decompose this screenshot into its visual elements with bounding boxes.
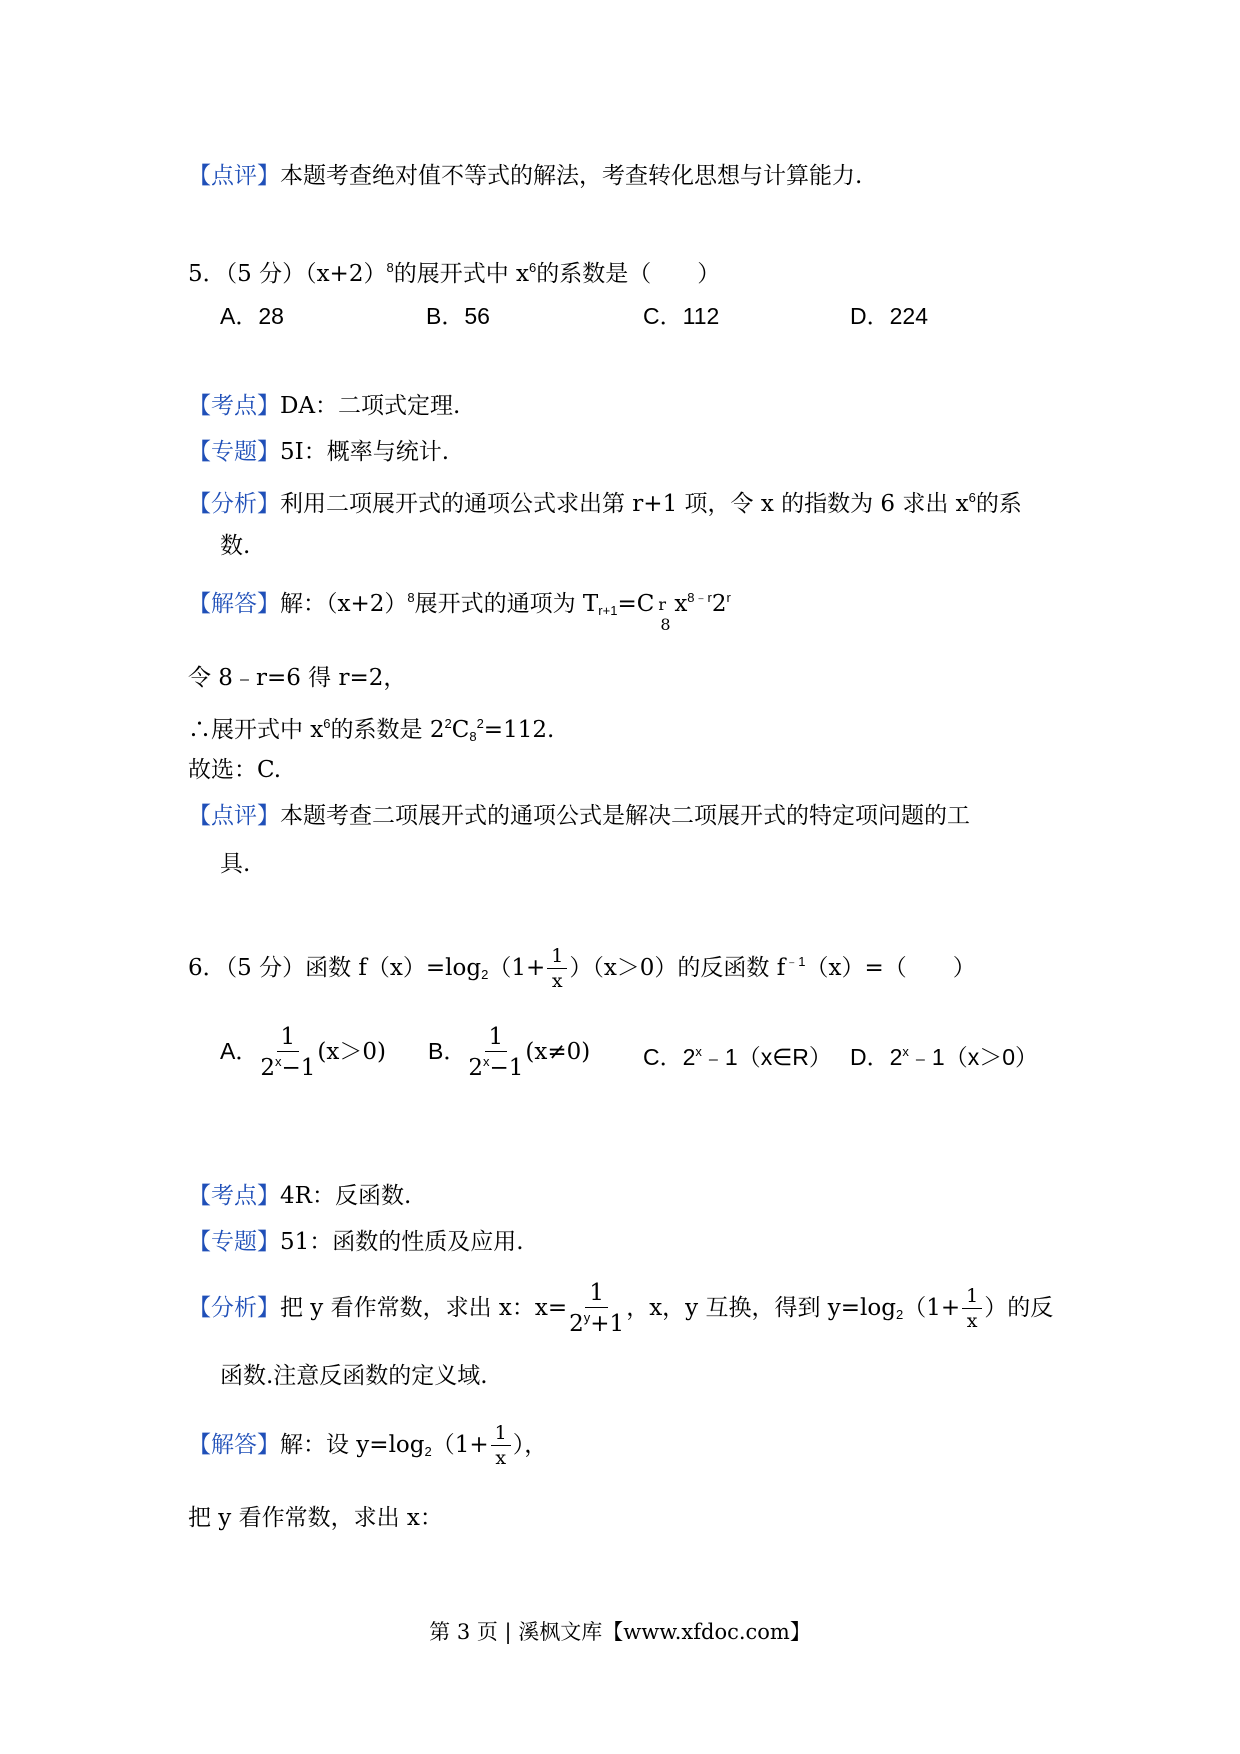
q5-therefore-2: 的系数是 2 [330, 717, 445, 743]
q5-dianping-tag: 【点评】 [188, 803, 280, 829]
q5-zhuanti [188, 436, 449, 468]
q6-option-d-text-2: ﹣1（x＞0） [908, 1044, 1038, 1070]
q6-frac-num: 1 [547, 947, 567, 969]
q5-kaodian-text: DA：二项式定理. [280, 393, 461, 419]
q6-option-c [643, 1036, 832, 1073]
q6-fenxi-cont: 函数.注意反函数的定义域. [220, 1363, 488, 1389]
q6-option-b-den-rest: −1 [489, 1055, 524, 1081]
q5-binom-top: r [658, 595, 666, 614]
q6-option-d [850, 1036, 1038, 1073]
q5-jieda-text-2: 展开式的通项为 T [414, 591, 599, 617]
q6-stem-suffix-2: （x）=（ ） [805, 955, 976, 981]
q5-option-d: D．224 [850, 303, 928, 329]
q6-fenxi-frac-den [569, 1308, 624, 1336]
q6-fenxi-fraction2 [962, 1287, 982, 1331]
q6-jieda-sub: 2 [424, 1444, 432, 1459]
q6-frac-den: x [551, 970, 563, 992]
q5-jieda-binom [654, 591, 674, 634]
q4-comment-text: 本题考查绝对值不等式的解法，考查转化思想与计算能力. [280, 163, 863, 189]
q5-dianping-text-1: 本题考查二项展开式的通项公式是解决二项展开式的特定项问题的工 [280, 803, 970, 829]
q6-jieda-text-3: ）， [512, 1432, 548, 1458]
q6-option-a-label: A． [220, 1038, 259, 1065]
q5-jieda-sup: 8 [407, 590, 415, 605]
q5-therefore-sup: 6 [323, 716, 331, 731]
q6-stem-suffix-1: ）（x＞0）的反函数 f [569, 955, 786, 981]
q5-line-guxuan: 故选：C. [188, 757, 282, 783]
q6-kaodian-text: 4R：反函数. [280, 1183, 412, 1209]
q6-option-c-text-1: C．2 [643, 1044, 696, 1070]
page-footer: 第 3 页 | 溪枫文库【www.xfdoc.com】 [429, 1620, 811, 1644]
q6-zhuanti-tag: 【专题】 [188, 1229, 280, 1255]
q6-zhuanti-text: 51：函数的性质及应用. [280, 1229, 524, 1255]
q6-option-a-fraction [260, 1026, 315, 1080]
q6-fenxi-text-3: （1+ [903, 1295, 961, 1321]
q6-jieda-tag: 【解答】 [188, 1432, 280, 1458]
q6-stem-prefix: 6．（5 分）函数 f（x）=log [188, 955, 482, 981]
q5-stem-mid: 的展开式中 x [393, 261, 529, 287]
q6-option-a [220, 1026, 386, 1080]
q6-option-c-text-2: ﹣1（x∈R） [701, 1044, 832, 1070]
q5-stem-prefix: 5．（5 分）（x+2） [188, 261, 387, 287]
q6-option-b-den-base: 2 [468, 1055, 483, 1081]
q5-therefore-3: C [451, 717, 470, 743]
q6-fenxi-frac2-num: 1 [962, 1287, 982, 1309]
q5-therefore-1: ∴展开式中 x [188, 717, 324, 743]
q5-stem-exponent2: 6 [529, 260, 537, 275]
q5-stem-suffix: 的系数是（ ） [536, 261, 721, 287]
q6-zhuanti [188, 1226, 524, 1258]
q5-therefore-sup3: 2 [476, 716, 484, 731]
q5-fenxi-sup: 6 [968, 490, 976, 505]
q6-option-a-den-base: 2 [260, 1055, 275, 1081]
q6-option-a-den [260, 1052, 315, 1080]
q6-option-a-cond: (x＞0) [317, 1039, 386, 1066]
q6-stem-sub: 2 [481, 967, 489, 982]
q6-option-a-num: 1 [277, 1026, 300, 1052]
q5-therefore-sub: 8 [469, 729, 477, 744]
q6-option-d-text-1: D．2 [850, 1044, 903, 1070]
q5-jieda-text-5: 2 [711, 591, 727, 617]
q6-fenxi-text-4: ）的反 [984, 1295, 1054, 1321]
q6-option-b [428, 1026, 590, 1080]
q5-kaodian-tag: 【考点】 [188, 393, 280, 419]
q6-option-b-label: B． [428, 1038, 467, 1065]
q6-jieda [188, 1424, 547, 1468]
q6-fenxi-frac-den-rest: +1 [590, 1311, 625, 1337]
q5-fenxi-text-1: 利用二项展开式的通项公式求出第 r+1 项，令 x 的指数为 6 求出 x [280, 491, 969, 517]
q5-zhuanti-tag: 【专题】 [188, 439, 280, 465]
q5-jieda-sup3: r [726, 590, 731, 605]
q6-option-c-sup: x [695, 1044, 702, 1059]
q6-fenxi-frac-den-base: 2 [569, 1311, 584, 1337]
q5-zhuanti-text: 5I：概率与统计. [280, 439, 450, 465]
q5-jieda-tag: 【解答】 [188, 591, 280, 617]
q6-option-b-cond: (x≠0) [525, 1039, 591, 1066]
q6-stem-fraction [547, 947, 567, 991]
q6-fenxi-frac-den-exp: y [583, 1310, 591, 1325]
q6-option-b-den-exp: x [482, 1054, 490, 1069]
q6-option-b-den [468, 1052, 523, 1080]
q6-fenxi-frac2-den: x [966, 1310, 978, 1332]
q5-fenxi-tag: 【分析】 [188, 491, 280, 517]
q5-jieda-sub: r+1 [598, 603, 618, 618]
q6-stem [188, 946, 976, 991]
q5-jieda [188, 582, 731, 634]
q6-fenxi-tag: 【分析】 [188, 1295, 280, 1321]
q5-stem-exponent: 8 [386, 260, 394, 275]
q6-fenxi [188, 1282, 1053, 1336]
q5-option-c: C．112 [643, 303, 720, 329]
q6-stem-paren: （1+ [488, 955, 546, 981]
q6-option-a-den-rest: −1 [281, 1055, 316, 1081]
q5-dianping [188, 800, 970, 832]
q6-jieda-text-2: （1+ [431, 1432, 489, 1458]
q5-fenxi-cont: 数. [220, 533, 251, 559]
q5-stem [188, 252, 720, 290]
q5-line-therefore [188, 708, 554, 753]
q5-jieda-sup2: 8﹣r [687, 590, 712, 605]
q6-option-a-den-exp: x [274, 1054, 282, 1069]
q6-option-d-sup: x [902, 1044, 909, 1059]
q6-option-b-num: 1 [485, 1026, 508, 1052]
q5-fenxi-text-2: 的系 [975, 491, 1022, 517]
q5-fenxi [188, 482, 1022, 520]
q6-fenxi-text-1: 把 y 看作常数，求出 x：x= [280, 1295, 568, 1321]
q5-jieda-text-3: =C [617, 591, 655, 617]
q5-option-a: A．28 [220, 303, 284, 329]
q5-therefore-4: =112. [483, 717, 555, 743]
q6-kaodian-tag: 【考点】 [188, 1183, 280, 1209]
q6-fenxi-text-2: ，x，y 互换，得到 y=log [626, 1295, 896, 1321]
q5-jieda-text-4: x [674, 591, 688, 617]
q6-option-b-fraction [468, 1026, 523, 1080]
q5-therefore-sup2: 2 [444, 716, 452, 731]
q6-jieda-frac-num: 1 [491, 1424, 511, 1446]
q5-jieda-text-1: 解：（x+2） [280, 591, 408, 617]
q6-jieda-frac-den: x [495, 1447, 507, 1469]
q5-dianping-cont: 具. [220, 851, 251, 877]
q6-fenxi-frac-num: 1 [585, 1282, 608, 1308]
q4-comment-line [188, 160, 862, 192]
q6-kaodian [188, 1180, 411, 1212]
q6-jieda-fraction [491, 1424, 511, 1468]
q6-stem-sup: ﹣1 [785, 954, 806, 969]
q4-comment-tag: 【点评】 [188, 163, 280, 189]
q6-fenxi-fraction [569, 1282, 624, 1336]
q6-fenxi-sub: 2 [895, 1307, 904, 1322]
q6-line-last: 把 y 看作常数，求出 x： [188, 1505, 443, 1531]
q5-line-ling: 令 8﹣r=6 得 r=2， [188, 665, 407, 691]
q6-jieda-text-1: 解：设 y=log [280, 1432, 425, 1458]
q5-binom-bottom: 8 [660, 615, 671, 634]
q5-option-b: B．56 [426, 303, 490, 329]
q5-kaodian [188, 390, 460, 422]
